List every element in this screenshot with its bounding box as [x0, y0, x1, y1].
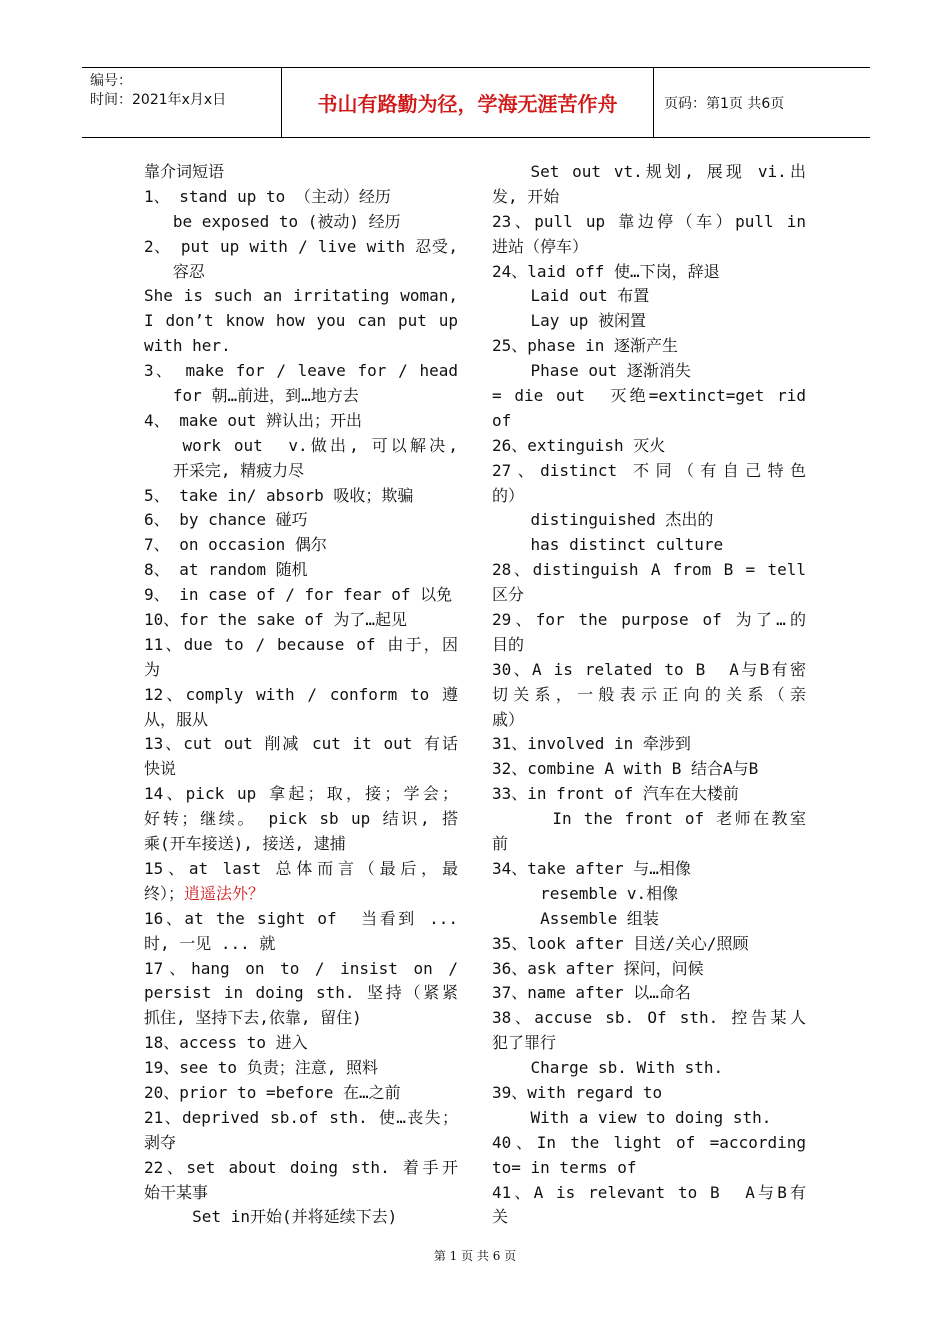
text-line-content: 从，服从 — [144, 709, 209, 729]
text-line-content: 35、look after 目送/关心/照顾 — [492, 933, 749, 953]
text-line — [144, 1031, 458, 1056]
text-line-content: Laid out 布置 — [492, 286, 650, 306]
text-line-content: 时, 一见 ... 就 — [144, 933, 276, 953]
page-header-table — [82, 67, 870, 138]
text-line-content: Set out vt.规划, 展现 vi.出 — [492, 162, 806, 181]
text-line-content: for 朝…前进，到…地方去 — [144, 386, 359, 406]
text-line — [492, 384, 806, 409]
text-line-content: 终）； — [144, 883, 185, 903]
text-line — [144, 508, 458, 533]
text-line — [144, 1106, 458, 1131]
text-line-content: 3、 make for / leave for / head — [144, 361, 458, 381]
text-line — [144, 608, 458, 633]
text-line — [492, 907, 806, 932]
text-line — [492, 409, 806, 434]
text-line-content: be exposed to (被动) 经历 — [144, 211, 401, 231]
text-line — [492, 185, 806, 210]
text-line — [492, 284, 806, 309]
text-line-content: Charge sb. With sth. — [492, 1058, 724, 1078]
text-line-content: 29、for the purpose of 为了…的 — [492, 610, 806, 630]
text-line-content: 抓住, 坚持下去,依靠, 留住) — [144, 1008, 362, 1028]
text-line-content: 靠介词短语 — [144, 162, 225, 181]
text-line-content: 18、access to 进入 — [144, 1033, 308, 1053]
text-line — [144, 185, 458, 210]
text-line — [492, 1131, 806, 1156]
text-line — [144, 359, 458, 384]
text-line-content: = die out 灭绝=extinct=get rid — [492, 386, 806, 406]
text-line-content: 快说 — [144, 759, 177, 779]
text-line — [144, 981, 458, 1006]
text-line-content: 23、pull up 靠边停（车）pull in — [492, 211, 806, 231]
text-line — [492, 1156, 806, 1181]
text-line — [144, 384, 458, 409]
text-line-content: Phase out 逐渐消失 — [492, 361, 691, 381]
text-line — [492, 757, 806, 782]
text-line — [144, 907, 458, 932]
date-label: 时间：2021年x月x日 — [90, 92, 227, 108]
text-line — [144, 1205, 458, 1230]
text-line-content: 1、 stand up to （主动）经历 — [144, 186, 391, 206]
text-line — [144, 260, 458, 285]
text-line — [492, 957, 806, 982]
text-line-content: 10、for the sake of 为了…起见 — [144, 610, 408, 630]
text-line — [144, 1006, 458, 1031]
text-line — [492, 658, 806, 683]
text-line — [492, 608, 806, 633]
text-line-content: Lay up 被闲置 — [492, 311, 646, 331]
text-line — [492, 981, 806, 1006]
text-line — [144, 484, 458, 509]
text-line-content: 41、A is relevant to B A与B有 — [492, 1182, 806, 1202]
text-line — [144, 957, 458, 982]
text-line — [144, 832, 458, 857]
text-line-content: 为 — [144, 659, 161, 679]
text-line-content: In the front of 老师在教室 — [492, 809, 806, 829]
text-line — [144, 1056, 458, 1081]
text-line-content: 目的 — [492, 634, 525, 654]
text-line — [492, 508, 806, 533]
text-line — [144, 782, 458, 807]
text-line-content: 15、at last 总体而言（最后，最 — [144, 858, 458, 878]
text-line-content: with her. — [144, 336, 231, 356]
text-line-content: 区分 — [492, 585, 525, 605]
text-line-content: 开采完, 精疲力尽 — [144, 460, 305, 480]
text-line — [492, 434, 806, 459]
text-line — [144, 857, 458, 882]
text-line-content: 11、due to / because of 由于，因 — [144, 634, 458, 654]
text-line — [144, 1081, 458, 1106]
text-line — [492, 235, 806, 260]
text-line — [144, 309, 458, 334]
text-line-content: 容忍 — [144, 261, 205, 281]
text-line — [144, 658, 458, 683]
text-line — [492, 1031, 806, 1056]
text-line — [144, 434, 458, 459]
text-line — [144, 459, 458, 484]
text-line-content: With a view to doing sth. — [492, 1107, 772, 1127]
text-line-content: 戚） — [492, 709, 525, 729]
text-line-content: 6、 by chance 碰巧 — [144, 510, 308, 530]
text-line — [492, 1205, 806, 1230]
text-line-content: 34、take after 与…相像 — [492, 858, 691, 878]
text-line-content: Set in开始(并将延续下去) — [144, 1207, 398, 1227]
text-line-content: 始干某事 — [144, 1182, 209, 1202]
text-line-content: 36、ask after 探问，问候 — [492, 958, 704, 978]
text-line-content: 37、name after 以…命名 — [492, 983, 691, 1003]
highlight-text: 逍遥法外？ — [184, 883, 265, 903]
text-line — [144, 757, 458, 782]
text-line-content: 8、 at random 随机 — [144, 560, 308, 580]
text-line — [144, 210, 458, 235]
text-line-content: 9、 in case of / for fear of 以免 — [144, 585, 453, 605]
text-line-content: resemble v.相像 — [492, 883, 679, 903]
text-line — [492, 558, 806, 583]
text-line-content: She is such an irritating woman, — [144, 286, 458, 306]
header-motto: 书山有路勤为径，学海无涯苦作舟 — [282, 68, 654, 137]
text-line — [492, 732, 806, 757]
text-line-content: 14、pick up 拿起；取，接；学会； — [144, 784, 458, 804]
text-line-content: 40、In the light of =according — [492, 1132, 806, 1152]
text-line — [492, 1181, 806, 1206]
text-line — [492, 359, 806, 384]
text-line-content: 17、hang on to / insist on / — [144, 958, 458, 978]
text-line — [492, 1081, 806, 1106]
text-line — [492, 459, 806, 484]
text-line — [144, 409, 458, 434]
text-line-content: 5、 take in/ absorb 吸收；欺骗 — [144, 485, 414, 505]
text-line-content: 39、with regard to — [492, 1082, 663, 1102]
text-line-content: I don’t know how you can put up — [144, 311, 458, 331]
left-column — [144, 160, 458, 1230]
text-line-content: 发, 开始 — [492, 186, 560, 206]
text-line — [492, 708, 806, 733]
text-line — [492, 583, 806, 608]
text-line-content: 7、 on occasion 偶尔 — [144, 535, 327, 555]
text-line-content: 21、deprived sb.of sth. 使…丧失； — [144, 1107, 458, 1127]
text-line — [144, 533, 458, 558]
text-line-content: 24、laid off 使…下岗，辞退 — [492, 261, 720, 281]
text-line-content: 前 — [492, 834, 509, 854]
text-line — [492, 1106, 806, 1131]
text-line-content: 13、cut out 削减 cut it out 有话 — [144, 734, 458, 754]
text-line-content: 4、 make out 辨认出；开出 — [144, 410, 362, 430]
text-line-content: persist in doing sth. 坚持（紧紧 — [144, 983, 458, 1003]
text-line-content: 28、distinguish A from B = tell — [492, 560, 806, 580]
text-line — [492, 1056, 806, 1081]
text-line — [492, 857, 806, 882]
text-line — [492, 260, 806, 285]
text-line-content: 22、set about doing sth. 着手开 — [144, 1157, 458, 1177]
header-meta-cell — [82, 68, 282, 137]
text-line-content: of — [492, 410, 512, 430]
right-column — [492, 160, 806, 1230]
text-line-content: 19、see to 负责；注意, 照料 — [144, 1058, 378, 1078]
text-line — [492, 484, 806, 509]
text-line-content: 25、phase in 逐渐产生 — [492, 336, 678, 356]
text-line — [144, 932, 458, 957]
text-line — [492, 334, 806, 359]
text-line — [144, 683, 458, 708]
text-line-content: has distinct culture — [492, 535, 724, 555]
text-line — [492, 807, 806, 832]
text-line-content: 16、at the sight of 当看到 ... — [144, 908, 458, 928]
text-line-content: 38、accuse sb. Of sth. 控告某人 — [492, 1008, 806, 1028]
text-line-content: 进站（停车） — [492, 236, 589, 256]
text-line — [144, 1156, 458, 1181]
text-line-content: 的） — [492, 485, 525, 505]
text-line — [144, 807, 458, 832]
text-line — [144, 334, 458, 359]
text-line-content: 关 — [492, 1207, 509, 1227]
text-line-content: work out v.做出, 可以解决, — [144, 435, 458, 455]
text-line — [144, 1181, 458, 1206]
text-line — [492, 1006, 806, 1031]
text-line — [144, 235, 458, 260]
text-line-content: 26、extinguish 灭火 — [492, 435, 666, 455]
text-line-content: 30、A is related to B A与B有密 — [492, 659, 806, 679]
text-line-content: 剥夺 — [144, 1132, 177, 1152]
text-line-content: 切关系，一般表示正向的关系（亲 — [492, 684, 806, 704]
header-page-info: 页码：第1页 共6页 — [664, 95, 785, 112]
text-line-content: 2、 put up with / live with 忍受, — [144, 236, 458, 256]
text-line — [492, 633, 806, 658]
text-line — [144, 558, 458, 583]
text-line-content: 20、prior to =before 在…之前 — [144, 1082, 401, 1102]
text-line — [144, 633, 458, 658]
text-line — [144, 284, 458, 309]
text-line — [144, 882, 458, 907]
text-line — [492, 882, 806, 907]
text-line — [492, 782, 806, 807]
text-line-content: to= in terms of — [492, 1157, 637, 1177]
text-line — [492, 832, 806, 857]
text-line-content: 12、comply with / conform to 遵 — [144, 684, 458, 704]
text-line-content: 32、combine A with B 结合A与B — [492, 759, 759, 779]
text-line-content: distinguished 杰出的 — [492, 510, 714, 530]
text-line — [144, 160, 458, 185]
text-line — [492, 160, 806, 185]
page-footer: 第 1 页 共 6 页 — [433, 1249, 517, 1263]
text-line — [492, 683, 806, 708]
text-line — [492, 309, 806, 334]
text-line — [144, 1131, 458, 1156]
text-line-content: 31、involved in 牵涉到 — [492, 734, 691, 754]
text-line-content: 27、distinct 不同（有自己特色 — [492, 460, 806, 480]
text-line — [144, 708, 458, 733]
text-line-content: 乘(开车接送), 接送, 逮捕 — [144, 834, 346, 854]
text-line — [492, 210, 806, 235]
text-line — [492, 932, 806, 957]
number-label: 编号： — [90, 73, 132, 89]
text-line-content: 犯了罪行 — [492, 1033, 557, 1053]
text-line-content: 33、in front of 汽车在大楼前 — [492, 784, 739, 804]
text-line — [144, 732, 458, 757]
text-line — [144, 583, 458, 608]
text-line — [492, 533, 806, 558]
text-line-content: 好转；继续。 pick sb up 结识, 搭 — [144, 809, 458, 829]
text-line-content: Assemble 组装 — [492, 908, 659, 928]
